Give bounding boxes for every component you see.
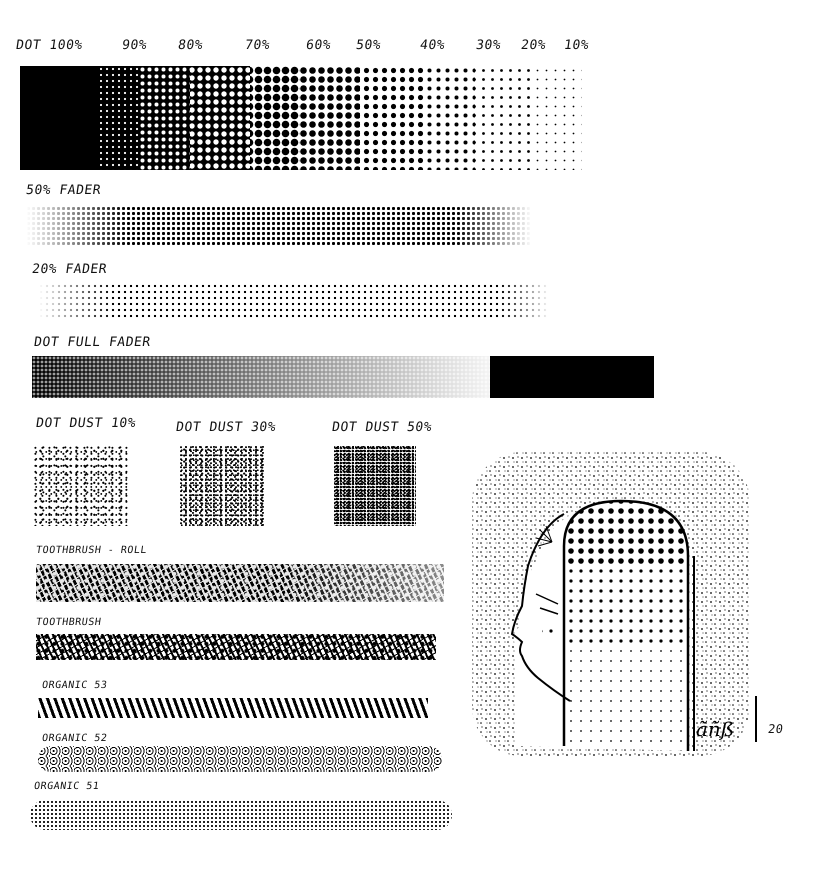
swatch-20-fader bbox=[38, 283, 550, 319]
label-dot-dust-30: DOT DUST 30% bbox=[174, 420, 277, 435]
signature-year: 20 bbox=[767, 722, 785, 736]
swatch-dot-full-fader bbox=[32, 356, 654, 398]
label-60: 60% bbox=[304, 38, 333, 53]
label-dot-dust-10: DOT DUST 10% bbox=[34, 416, 137, 431]
swatch-dot-dust-10 bbox=[34, 446, 128, 526]
label-dot-dust-50: DOT DUST 50% bbox=[330, 420, 433, 435]
swatch-toothbrush bbox=[36, 634, 436, 660]
illustration-girl-profile bbox=[466, 446, 796, 772]
label-toothbrush-roll: TOOTHBRUSH - ROLL bbox=[35, 545, 148, 556]
swatch-toothbrush-roll-texture bbox=[36, 564, 444, 602]
label-30: 30% bbox=[474, 38, 503, 53]
label-80: 80% bbox=[176, 38, 205, 53]
label-organic-52: ORGANIC 52 bbox=[41, 733, 108, 744]
swatch-organic-52 bbox=[38, 746, 442, 772]
label-20: 20% bbox=[519, 38, 548, 53]
swatch-dot-dust-50 bbox=[334, 446, 416, 526]
label-50-fader: 50% FADER bbox=[24, 183, 103, 198]
label-70: 70% bbox=[243, 38, 272, 53]
label-40: 40% bbox=[418, 38, 447, 53]
halftone-gradient-bar bbox=[20, 66, 582, 170]
label-organic-51: ORGANIC 51 bbox=[33, 781, 100, 792]
swatch-organic-53 bbox=[38, 698, 428, 718]
label-90: 90% bbox=[120, 38, 149, 53]
swatch-dot-dust-30 bbox=[180, 446, 264, 526]
swatch-organic-51 bbox=[30, 800, 452, 830]
signature-mark: ãñß bbox=[696, 717, 735, 741]
swatch-50-fader bbox=[26, 206, 532, 246]
label-dot-100: DOT 100% bbox=[14, 38, 84, 53]
label-50: 50% bbox=[354, 38, 383, 53]
label-20-fader: 20% FADER bbox=[30, 262, 109, 277]
label-toothbrush: TOOTHBRUSH bbox=[35, 617, 102, 628]
label-organic-53: ORGANIC 53 bbox=[41, 680, 108, 691]
label-10: 10% bbox=[562, 38, 591, 53]
label-dot-full-fader: DOT FULL FADER bbox=[32, 335, 152, 350]
